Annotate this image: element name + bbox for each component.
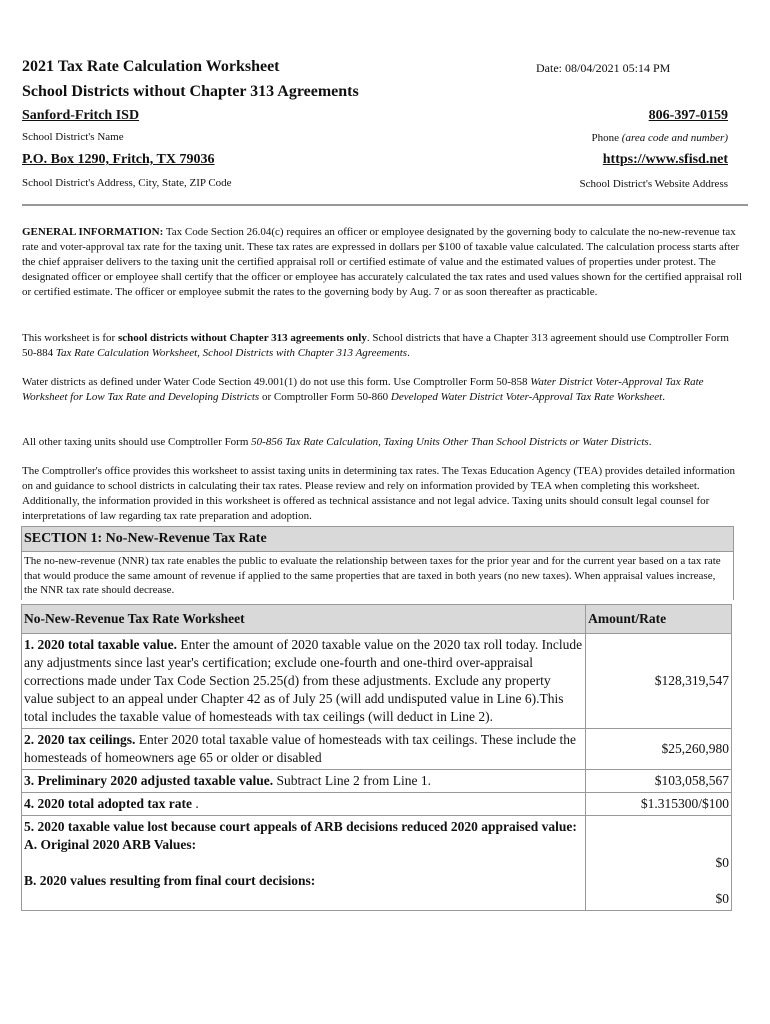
line-1-amount: $128,319,547 <box>586 634 732 729</box>
line-5-title: 5. 2020 taxable value lost because court appeals of ARB decisions reduced 2020 appraised value: <box>24 819 577 834</box>
line-4-description <box>22 793 586 816</box>
line-5a-amount: $0 <box>715 855 729 870</box>
date-stamp: Date: 08/04/2021 05:14 PM <box>536 61 671 75</box>
worksheet-line-5 <box>22 816 732 911</box>
worksheet-line-4 <box>22 793 732 816</box>
phone-label <box>592 132 728 144</box>
applicability-text-c: . School districts that have a Chapter 313 agreement should use Comptroller Form 50-884 <box>22 332 729 359</box>
phone-label-hint: (area code and number) <box>621 132 728 144</box>
other-text-a: All other taxing units should use Comptroller Form <box>22 436 252 448</box>
line-5a-label: A. Original 2020 ARB Values: <box>24 837 197 852</box>
line-5b-amount: $0 <box>715 891 729 906</box>
line-3-text: Subtract Line 2 from Line 1. <box>273 773 431 788</box>
district-name: Sanford-Fritch ISD <box>22 108 140 123</box>
worksheet-line-3 <box>22 770 732 793</box>
line-4-title: 4. 2020 total adopted tax rate <box>24 796 192 811</box>
line-5-amounts <box>586 816 732 911</box>
worksheet-line-2 <box>22 729 732 770</box>
district-name-label: School District's Name <box>22 131 124 143</box>
phone-label-text: Phone <box>591 132 620 144</box>
line-2-description <box>22 729 586 770</box>
applicability-text-b: school districts without Chapter 313 agreements only <box>117 332 367 344</box>
other-text-c: . <box>648 436 652 448</box>
worksheet-subtitle: School Districts without Chapter 313 Agreements <box>22 83 359 100</box>
line-4-amount: $1.315300/$100 <box>586 793 732 816</box>
worksheet-title: 2021 Tax Rate Calculation Worksheet <box>22 58 280 75</box>
district-website[interactable]: https://www.sfisd.net <box>602 152 728 167</box>
nnr-worksheet-table <box>21 604 732 911</box>
worksheet-column-label: No-New-Revenue Tax Rate Worksheet <box>22 605 586 634</box>
section-1-heading: SECTION 1: No-New-Revenue Tax Rate <box>21 526 734 552</box>
line-2-text: Enter 2020 total taxable value of homesteads with tax ceilings. These include the homesteads of homeowners age 65 or older or disabled <box>24 732 576 765</box>
section-1-description: The no-new-revenue (NNR) tax rate enables the public to evaluate the relationship between taxes for the prior year and for the current year based on a tax rate that would produce the same amount of revenue if applied to the same properties that are taxed in both years (no new taxes). When appraisal values increase, the NNR tax rate should decrease. <box>21 552 734 600</box>
line-3-description <box>22 770 586 793</box>
line-5-description <box>22 816 586 911</box>
applicability-paragraph <box>22 331 746 361</box>
district-website-label: School District's Website Address <box>579 178 728 190</box>
line-2-amount: $25,260,980 <box>586 729 732 770</box>
water-districts-paragraph <box>22 375 746 405</box>
line-1-description <box>22 634 586 729</box>
water-text-a: Water districts as defined under Water Code Section 49.001(1) do not use this form. Use Comptroller Form 50-858 <box>22 376 531 388</box>
applicability-form-name: Tax Rate Calculation Worksheet, School Districts with Chapter 313 Agreements <box>55 347 408 359</box>
line-4-text: . <box>191 796 199 811</box>
district-address: P.O. Box 1290, Fritch, TX 79036 <box>22 152 215 167</box>
header-divider <box>22 204 748 206</box>
line-1-title: 1. 2020 total taxable value. <box>24 637 177 652</box>
water-form-name-1: Water District Voter-Approval Tax Rate Worksheet for Low Tax Rate and Developing Districts <box>22 376 704 403</box>
line-1-text: Enter the amount of 2020 taxable value on the 2020 tax roll today. Include any adjustments since last year's certification; exclude one-fourth and one-third over-appraisal corrections made under Tax Code Section 25.25(d) from these adjustments. Exclude any property value subject to an appeal under Chapter 42 as of July 25 (will add undisputed value in Line 6).This total includes the taxable value of homesteads with tax ceilings (will deduct in Line 2). <box>24 637 583 724</box>
comptroller-paragraph: The Comptroller's office provides this worksheet to assist taxing units in determining tax rates. The Texas Education Agency (TEA) provides detailed information on and guidance to school districts in calculating their tax rates. Please review and rely on information provided by TEA when completing this worksheet. Additionally, the information provided in this worksheet is offered as technical assistance and not legal advice. Taxing units should consult legal counsel for interpretations of law regarding tax rate preparation and adoption. <box>22 465 735 522</box>
general-information-lead: GENERAL INFORMATION: <box>22 226 164 238</box>
line-5-spacer <box>588 818 729 854</box>
worksheet-line-1 <box>22 634 732 729</box>
applicability-text-a: This worksheet is for <box>22 332 118 344</box>
other-form-name: 50-856 Tax Rate Calculation, Taxing Units Other Than School Districts or Water Districts <box>251 436 649 448</box>
line-5-spacer-2 <box>588 872 729 890</box>
district-phone: 806-397-0159 <box>648 108 728 123</box>
line-3-title: 3. Preliminary 2020 adjusted taxable value. <box>24 773 274 788</box>
water-form-name-2: Developed Water District Voter-Approval Tax Rate Worksheet <box>390 391 663 403</box>
general-information-text: Tax Code Section 26.04(c) requires an officer or employee designated by the governing body to calculate the no-new-revenue tax rate and voter-approval tax rate for the taxing unit. These tax rates are expressed in dollars per $100 of taxable value calculated. The calculation process starts after the chief appraiser delivers to the taxing unit the certified appraisal roll or certified estimate of value and the estimated values of properties under protest. The designated officer or employee shall certify that the officer or employee has accurately calculated the tax rates and used values shown for the certified appraisal roll or certified estimate. The officer or employee submit the rates to the governing body by Aug. 7 or as soon thereafter as practicable. <box>22 226 743 298</box>
water-text-e: . <box>662 391 665 403</box>
water-text-c: or Comptroller Form 50-860 <box>259 391 391 403</box>
line-2-title: 2. 2020 tax ceilings. <box>24 732 136 747</box>
other-units-paragraph <box>22 435 746 450</box>
applicability-text-e: . <box>407 347 410 359</box>
general-information <box>22 225 746 300</box>
line-3-amount: $103,058,567 <box>586 770 732 793</box>
line-5b-label: B. 2020 values resulting from final court decisions: <box>24 873 316 888</box>
worksheet-header-row <box>22 605 732 634</box>
district-address-label: School District's Address, City, State, ZIP Code <box>22 177 232 189</box>
worksheet-column-amount: Amount/Rate <box>586 605 732 634</box>
